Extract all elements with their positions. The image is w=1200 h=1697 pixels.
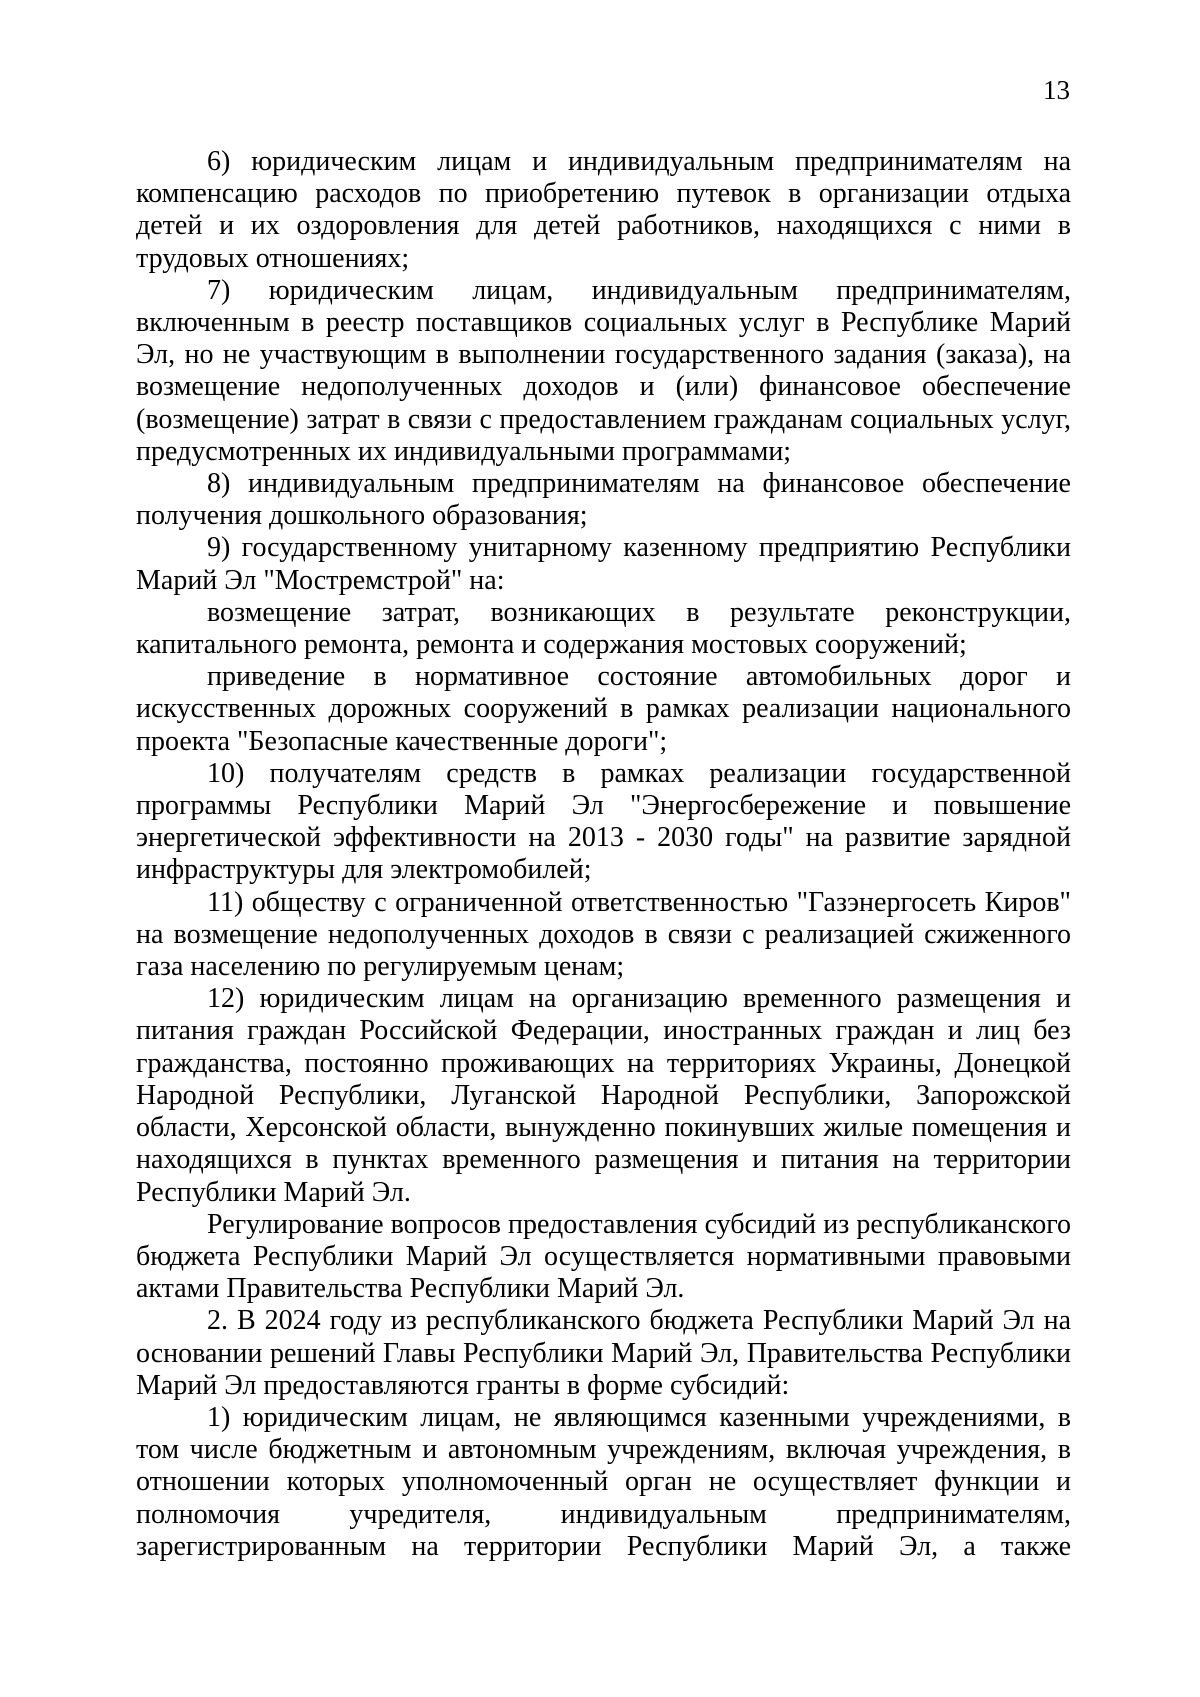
paragraph-regulation: Регулирование вопросов предоставления субсидий из республиканского бюджета Республики Марий Эл осуществляется нормативными правовыми актами Правительства Республики Марий Эл. xyxy=(136,1208,1071,1305)
paragraph-item-6: 6) юридическим лицам и индивидуальным предпринимателям на компенсацию расходов по приобретению путевок в организации отдыха детей и их оздоровления для детей работников, находящихся с ними в трудовых отношениях; xyxy=(136,146,1071,274)
paragraph-item-9: 9) государственному унитарному казенному предприятию Республики Марий Эл "Мостремстрой" на: xyxy=(136,532,1071,596)
paragraph-item-9-roads: приведение в нормативное состояние автомобильных дорог и искусственных дорожных сооружений в рамках реализации национального проекта "Безопасные качественные дороги"; xyxy=(136,661,1071,757)
paragraph-item-8: 8) индивидуальным предпринимателям на финансовое обеспечение получения дошкольного образования; xyxy=(136,468,1071,532)
paragraph-section-2: 2. В 2024 году из республиканского бюджета Республики Марий Эл на основании решений Главы Республики Марий Эл, Правительства Республики Марий Эл предоставляются гранты в форме субсидий: xyxy=(136,1305,1071,1401)
document-body xyxy=(136,146,1071,1563)
paragraph-item-9-reimbursement: возмещение затрат, возникающих в результате реконструкции, капитального ремонта, ремонта и содержания мостовых сооружений; xyxy=(136,596,1071,661)
paragraph-item-10: 10) получателям средств в рамках реализации государственной программы Республики Марий Эл "Энергосбережение и повышение энергетической эффективности на 2013 - 2030 годы" на развитие зарядной инфраструктуры для электромобилей; xyxy=(136,757,1071,886)
paragraph-item-12: 12) юридическим лицам на организацию временного размещения и питания граждан Российской Федерации, иностранных граждан и лиц без гражданства, постоянно проживающих на территориях Украины, Донецкой Народной Республики, Луганской Народной Республики, Запорожской области, Херсонской области, вынужденно покинувших жилые помещения и находящихся в пунктах временного размещения и питания на территории Республики Марий Эл. xyxy=(136,983,1071,1208)
paragraph-section-2-item-1: 1) юридическим лицам, не являющимся казенными учреждениями, в том числе бюджетным и автономным учреждениям, включая учреждения, в отношении которых уполномоченный орган не осуществляет функции и полномочия учредителя, индивидуальным предпринимателям, зарегистрированным на территории Республики Марий Эл, а также xyxy=(136,1401,1071,1562)
paragraph-item-7: 7) юридическим лицам, индивидуальным предпринимателям, включенным в реестр поставщиков социальных услуг в Республике Марий Эл, но не участвующим в выполнении государственного задания (заказа), на возмещение недополученных доходов и (или) финансовое обеспечение (возмещение) затрат в связи с предоставлением гражданам социальных услуг, предусмотренных их индивидуальными программами; xyxy=(136,274,1071,467)
page-number: 13 xyxy=(1043,75,1070,105)
paragraph-item-11: 11) обществу с ограниченной ответственностью "Газэнергосеть Киров" на возмещение недополученных доходов в связи с реализацией сжиженного газа населению по регулируемым ценам; xyxy=(136,886,1071,983)
